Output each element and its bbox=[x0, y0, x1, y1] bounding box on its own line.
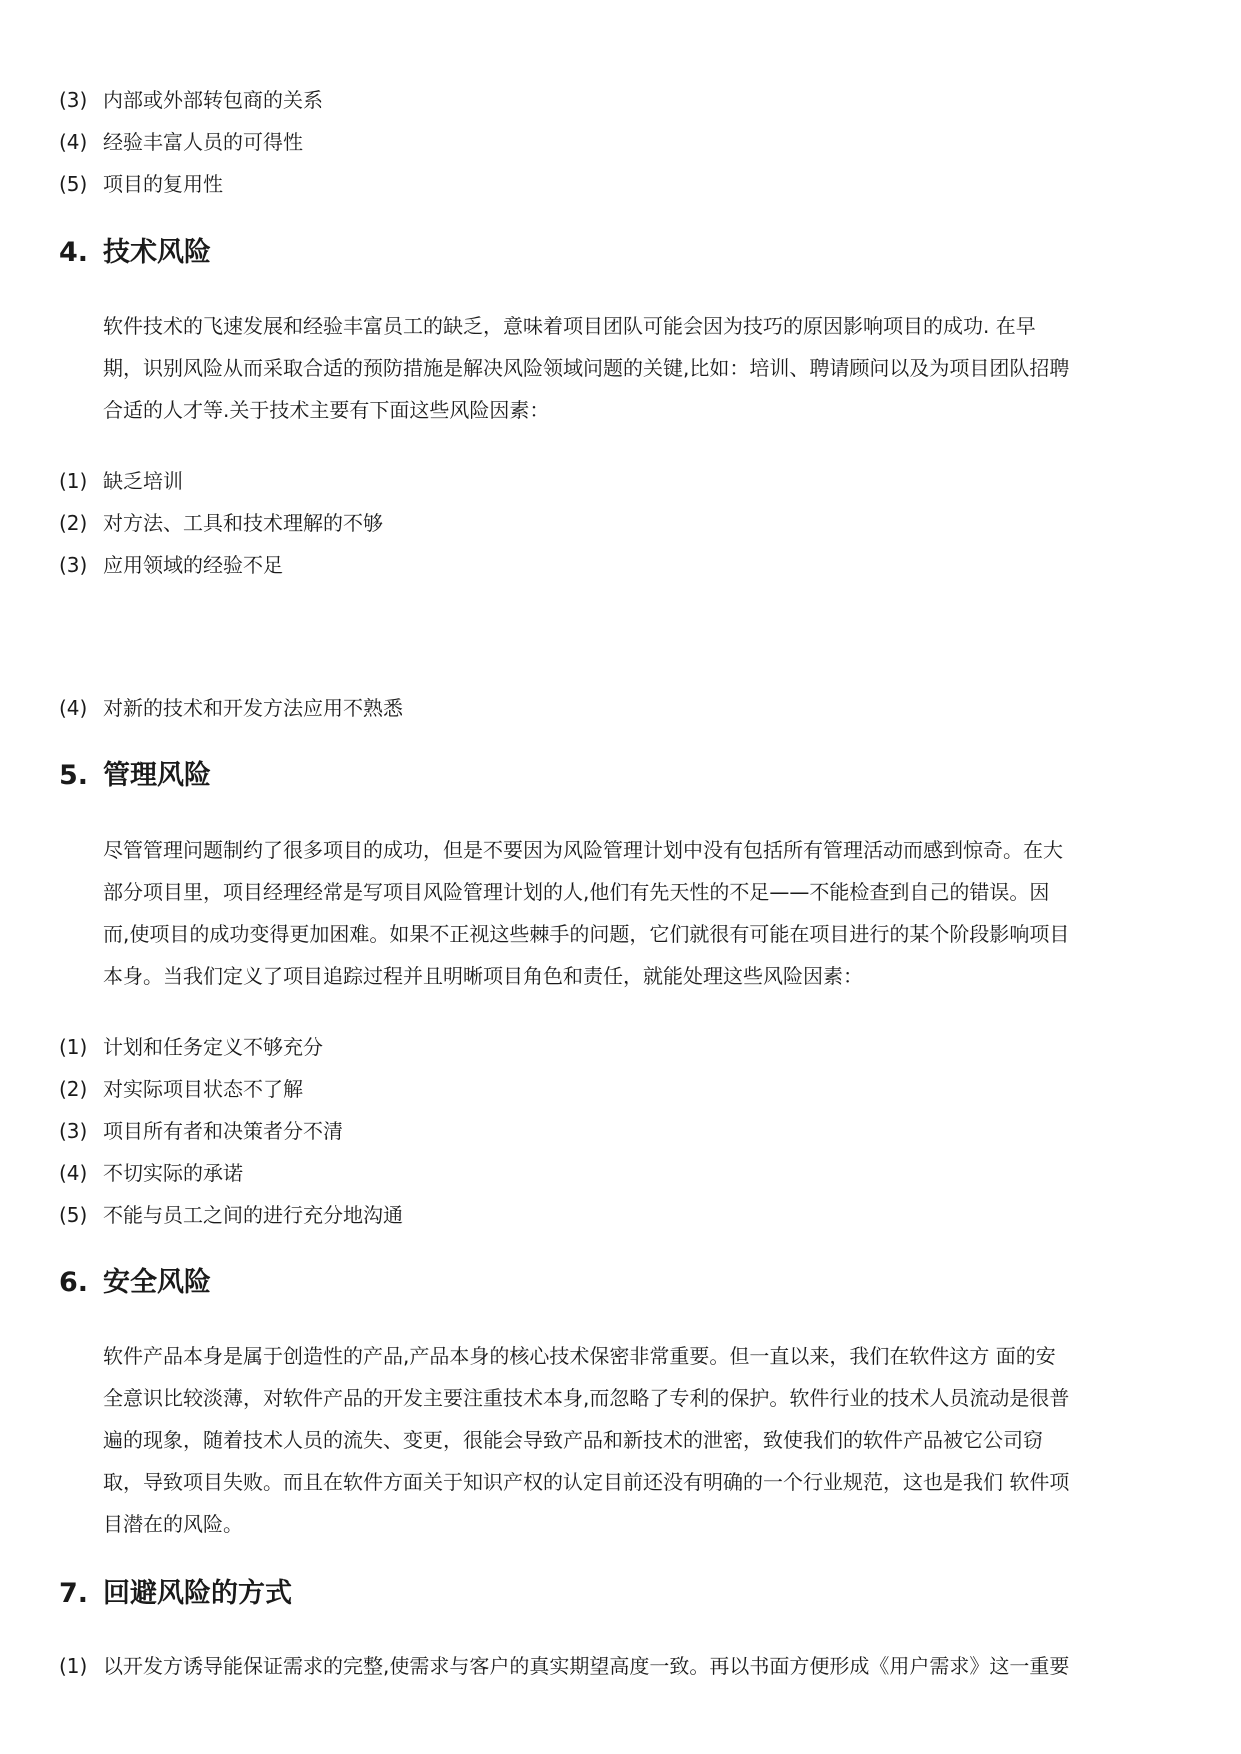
list-item bbox=[59, 553, 283, 577]
list-item bbox=[59, 511, 383, 535]
item-number: (3) bbox=[59, 1119, 88, 1143]
paragraph-line: 尽管管理问题制约了很多项目的成功，但是不要因为风险管理计划中没有包括所有管理活动而感到惊奇。在大 bbox=[103, 838, 1063, 862]
paragraph-line: 本身。当我们定义了项目追踪过程并且明晰项目角色和责任，就能处理这些风险因素： bbox=[103, 964, 863, 988]
list-item bbox=[59, 1119, 343, 1143]
item-text: 对方法、工具和技术理解的不够 bbox=[103, 511, 383, 535]
item-text: 经验丰富人员的可得性 bbox=[103, 130, 303, 154]
item-text: 缺乏培训 bbox=[103, 469, 183, 493]
paragraph-line: 而,使项目的成功变得更加困难。如果不正视这些棘手的问题，它们就很有可能在项目进行的某个阶段影响项目 bbox=[103, 922, 1070, 946]
section-title: 技术风险 bbox=[103, 237, 211, 268]
paragraph-line: 软件技术的飞速发展和经验丰富员工的缺乏，意味着项目团队可能会因为技巧的原因影响项目的成功. 在早 bbox=[103, 314, 1036, 338]
list-item bbox=[59, 1654, 1069, 1678]
item-text: 计划和任务定义不够充分 bbox=[103, 1035, 323, 1059]
item-number: (3) bbox=[59, 553, 88, 577]
item-text: 项目的复用性 bbox=[103, 172, 223, 196]
item-text: 内部或外部转包商的关系 bbox=[103, 88, 323, 112]
item-text: 对新的技术和开发方法应用不熟悉 bbox=[103, 696, 403, 720]
item-number: (2) bbox=[59, 511, 88, 535]
list-item bbox=[59, 172, 223, 196]
paragraph-line: 软件产品本身是属于创造性的产品,产品本身的核心技术保密非常重要。但一直以来，我们在软件这方 面的安 bbox=[103, 1344, 1056, 1368]
paragraph-line: 取，导致项目失败。而且在软件方面关于知识产权的认定目前还没有明确的一个行业规范，这也是我们 软件项 bbox=[103, 1470, 1070, 1494]
item-text: 不能与员工之间的进行充分地沟通 bbox=[103, 1203, 403, 1227]
item-number: (4) bbox=[59, 696, 88, 720]
section-number: 7. bbox=[59, 1578, 89, 1609]
item-number: (1) bbox=[59, 1654, 88, 1678]
paragraph-line: 合适的人才等.关于技术主要有下面这些风险因素： bbox=[103, 398, 550, 422]
section-paragraph bbox=[103, 305, 1178, 431]
item-number: (2) bbox=[59, 1077, 88, 1101]
section-heading bbox=[59, 1577, 292, 1611]
section-number: 4. bbox=[59, 237, 89, 268]
list-item bbox=[59, 88, 323, 112]
item-number: (4) bbox=[59, 130, 88, 154]
item-number: (5) bbox=[59, 172, 88, 196]
paragraph-line: 遍的现象，随着技术人员的流失、变更，很能会导致产品和新技术的泄密，致使我们的软件产品被它公司窃 bbox=[103, 1428, 1043, 1452]
item-number: (5) bbox=[59, 1203, 88, 1227]
section-title: 安全风险 bbox=[103, 1267, 211, 1298]
list-item bbox=[59, 696, 403, 720]
section-number: 5. bbox=[59, 760, 89, 791]
item-text: 对实际项目状态不了解 bbox=[103, 1077, 303, 1101]
item-number: (4) bbox=[59, 1161, 88, 1185]
item-number: (1) bbox=[59, 469, 88, 493]
list-item bbox=[59, 1077, 303, 1101]
paragraph-line: 期，识别风险从而采取合适的预防措施是解决风险领域问题的关键,比如：培训、聘请顾问以及为项目团队招聘 bbox=[103, 356, 1070, 380]
list-item bbox=[59, 130, 303, 154]
list-item bbox=[59, 1203, 403, 1227]
section-heading bbox=[59, 759, 211, 793]
paragraph-line: 目潜在的风险。 bbox=[103, 1512, 243, 1536]
paragraph-line: 部分项目里，项目经理经常是写项目风险管理计划的人,他们有先天性的不足——不能检查到自己的错误。因 bbox=[103, 880, 1050, 904]
section-heading bbox=[59, 236, 211, 270]
section-heading bbox=[59, 1266, 211, 1300]
item-text: 不切实际的承诺 bbox=[103, 1161, 243, 1185]
item-text: 项目所有者和决策者分不清 bbox=[103, 1119, 343, 1143]
list-item bbox=[59, 469, 183, 493]
section-title: 回避风险的方式 bbox=[103, 1578, 292, 1609]
item-number: (3) bbox=[59, 88, 88, 112]
list-item bbox=[59, 1035, 323, 1059]
paragraph-line: 全意识比较淡薄，对软件产品的开发主要注重技术本身,而忽略了专利的保护。软件行业的技术人员流动是很普 bbox=[103, 1386, 1070, 1410]
section-title: 管理风险 bbox=[103, 760, 211, 791]
section-number: 6. bbox=[59, 1267, 89, 1298]
section-paragraph bbox=[103, 829, 1178, 997]
list-item bbox=[59, 1161, 243, 1185]
section-paragraph bbox=[103, 1335, 1178, 1545]
item-number: (1) bbox=[59, 1035, 88, 1059]
item-text: 应用领域的经验不足 bbox=[103, 553, 283, 577]
item-text: 以开发方诱导能保证需求的完整,使需求与客户的真实期望高度一致。再以书面方便形成《用户需求》这一重要 bbox=[103, 1654, 1070, 1678]
